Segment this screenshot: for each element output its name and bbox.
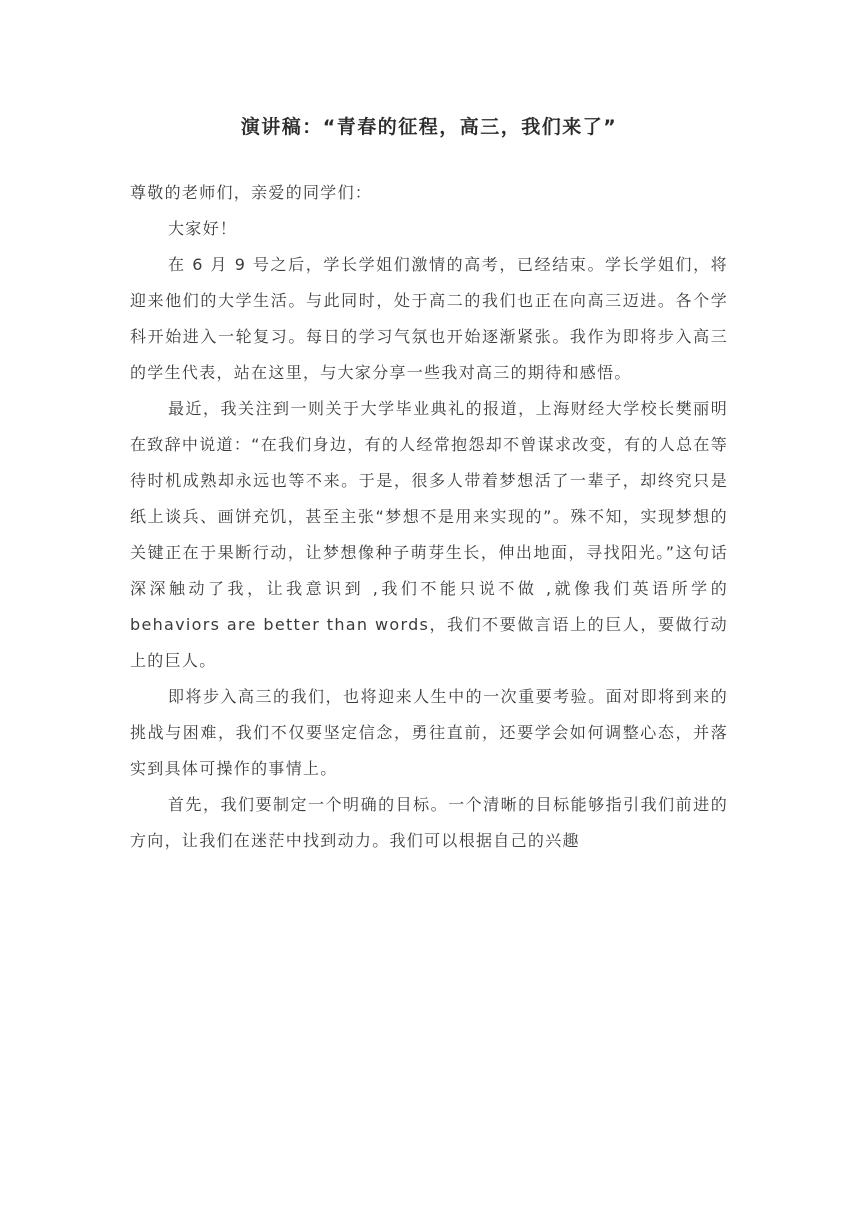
document-body [130,175,728,859]
paragraph-4: 首先，我们要制定一个明确的目标。一个清晰的目标能够指引我们前进的方向，让我们在迷茫中找到动力。我们可以根据自己的兴趣 [130,795,728,850]
paragraph-1: 在 6 月 9 号之后，学长学姐们激情的高考，已经结束。学长学姐们，将迎来他们的大学生活。与此同时，处于高二的我们也正在向高三迈进。各个学科开始进入一轮复习。每日的学习气氛也开始逐渐紧张。我作为即将步入高三的学生代表，站在这里，与大家分享一些我对高三的期待和感悟。 [130,255,728,382]
paragraph-2: 最近，我关注到一则关于大学毕业典礼的报道，上海财经大学校长樊丽明在致辞中说道：“在我们身边，有的人经常抱怨却不曾谋求改变，有的人总在等待时机成熟却永远也等不来。于是，很多人带着梦想活了一辈子，却终究只是纸上谈兵、画饼充饥，甚至主张“梦想不是用来实现的”。殊不知，实现梦想的关键正在于果断行动，让梦想像种子萌芽生长，伸出地面，寻找阳光。”这句话深深触动了我，让我意识到 ,我们不能只说不做 ,就像我们英语所学的 behaviors are better than words，我们不要做言语上的巨人，要做行动上的巨人。 [130,399,728,670]
greeting: 大家好！ [168,219,238,238]
paragraph-3: 即将步入高三的我们，也将迎来人生中的一次重要考验。面对即将到来的挑战与困难，我们不仅要坚定信念，勇往直前，还要学会如何调整心态，并落实到具体可操作的事情上。 [130,687,728,778]
salutation: 尊敬的老师们，亲爱的同学们： [130,183,373,202]
document-title: 演讲稿：“青春的征程，高三，我们来了” [240,116,618,138]
